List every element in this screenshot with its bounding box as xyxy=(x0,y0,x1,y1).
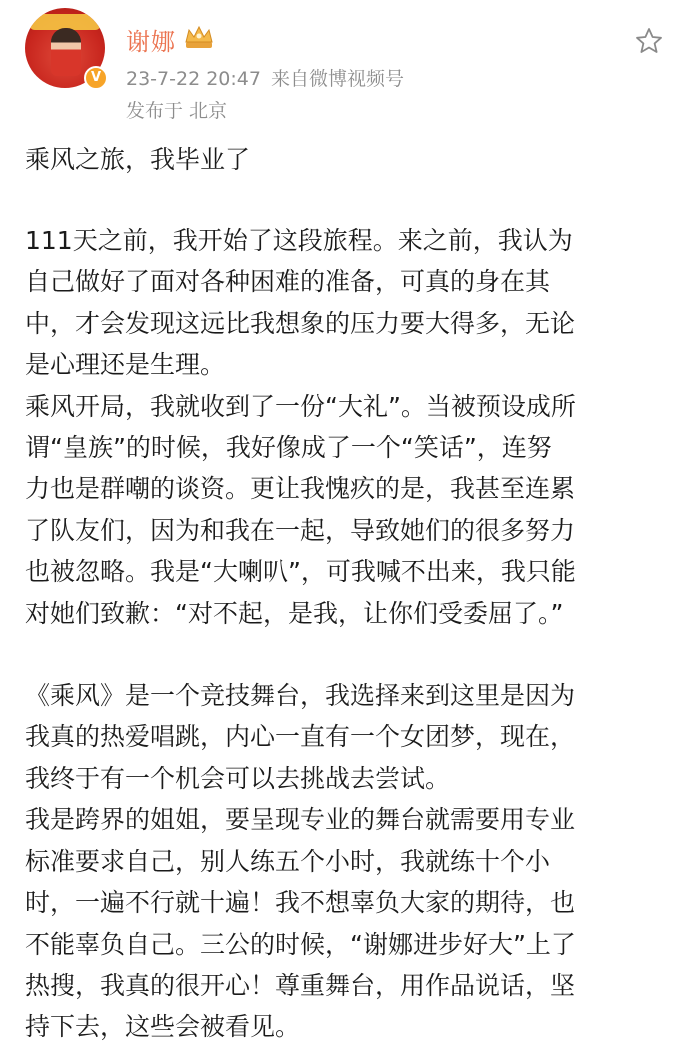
post-title: 乘风之旅，我毕业了 xyxy=(25,145,251,174)
text-line: 对她们致歉：“对不起，是我，让你们受委屈了。” xyxy=(25,598,564,628)
text-line: 也被忽略。我是“大喇叭”，可我喊不出来，我只能 xyxy=(25,557,576,587)
crown-icon xyxy=(183,24,215,50)
post-source[interactable]: 来自微博视频号 xyxy=(270,68,404,90)
paragraph-gap xyxy=(25,634,670,675)
text-line: 了队友们，因为和我在一起，导致她们的很多努力 xyxy=(25,515,576,545)
text-line: 是心理还是生理。 xyxy=(25,350,226,380)
text-line: 我是跨界的姐姐，要呈现专业的舞台就需要用专业 xyxy=(25,805,576,835)
text-line: 我终于有一个机会可以去挑战去尝试。 xyxy=(25,763,451,793)
post-header xyxy=(0,0,690,130)
post-meta xyxy=(126,64,404,91)
text-line: 乘风开局，我就收到了一份“大礼”。当被预设成所 xyxy=(25,391,576,421)
text-line: 不能辜负自己。三公的时候，“谢娜进步好大”上了 xyxy=(25,929,576,959)
text-line: 中，才会发现这远比我想象的压力要大得多，无论 xyxy=(25,308,576,338)
post-time: 23-7-22 20:47 xyxy=(126,68,261,90)
post-content xyxy=(25,140,670,1048)
text-line: 我真的热爱唱跳，内心一直有一个女团梦，现在， xyxy=(25,722,576,752)
post-section-1 xyxy=(25,220,670,634)
text-line: 自己做好了面对各种困难的准备，可真的身在其 xyxy=(25,267,551,297)
avatar-figure xyxy=(51,28,81,76)
star-outline-icon[interactable] xyxy=(634,26,664,56)
text-line: 标准要求自己，别人练五个小时，我就练十个小 xyxy=(25,846,551,876)
text-line: 谓“皇族”的时候，我好像成了一个“笑话”，连努 xyxy=(25,433,552,463)
text-line: 力也是群嘲的谈资。更让我愧疚的是，我甚至连累 xyxy=(25,474,576,504)
username[interactable]: 谢娜 xyxy=(126,28,176,56)
post-section-2 xyxy=(25,675,670,1048)
text-line: 时，一遍不行就十遍！我不想辜负大家的期待，也 xyxy=(25,888,576,918)
post-location: 发布于 北京 xyxy=(126,100,228,122)
text-line: 热搜，我真的很开心！尊重舞台，用作品说话，坚 xyxy=(25,970,576,1000)
text-line: 111天之前，我开始了这段旅程。来之前，我认为 xyxy=(25,226,573,255)
verified-v-icon: V xyxy=(84,66,108,90)
text-line: 持下去，这些会被看见。 xyxy=(25,1012,301,1042)
text-line: 《乘风》是一个竞技舞台，我选择来到这里是因为 xyxy=(25,681,576,711)
